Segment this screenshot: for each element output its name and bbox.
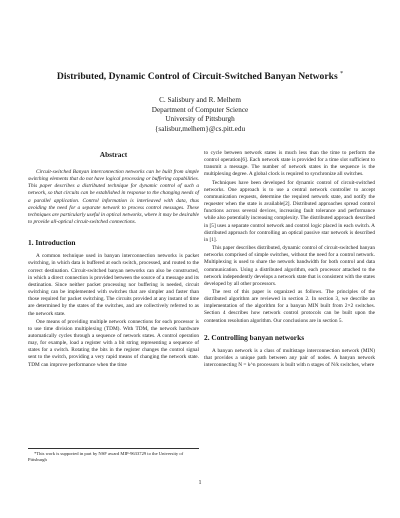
title-footnote-mark: * [340, 71, 344, 77]
left-column [28, 150, 199, 369]
abstract-heading: Abstract [99, 150, 128, 159]
intro-paragraph: One means of providing multiple network connections for each processor is to use time division multiplexing (TDM). With TDM, the network hardware automatically cycles through a sequence of network states. A control operation may, for example, load a register with a bit string representing a sequence of states for a switch. Rotating the bits in the register changes the control signal sent to the switch, providing a very rapid means of changing the network state. TDM can improve performance when the time [28, 318, 199, 368]
author-university: University of Pittsburgh [165, 115, 235, 124]
intro-paragraph: A common technique used in banyan interconnection networks is packet switching, in which data is buffered at each switch, processed, and routed to the correct destination. Circuit-switched banyan networks can also be constructed, in which a direct connection is provided between the source of a message and its destination. Since neither packet processing nor buffering is needed, circuit switching can be implemented with switches that are simpler and faster than those required for packet switching. The circuits provided at any instant of time are determined by the states of the switches, and are collectively referred to as the network state. [28, 253, 199, 317]
section2-paragraph: A banyan network is a class of multistage interconnection network (MIN) that provides a unique path between any pair of nodes. A banyan network interconnecting N = k^n processors is built with n stages of N/k switches, where [204, 347, 375, 369]
section-heading-introduction: 1. Introduction [28, 238, 76, 248]
author-block [60, 96, 340, 134]
body-paragraph: to cycle between network states is much less than the time to perform the control operation[6]. Each network state is provided for a time slot sufficient to transmit a message. The number of network states in the sequence is the multiplexing degree. A global clock is required to synchronize all switches. [204, 150, 375, 178]
body-paragraph: The rest of this paper is organized as follows. The principles of the distributed algorithm are reviewed in section 2. In section 3, we describe an implementation of the algorithm for a banyan MIN built from 2×2 switches. Section 4 describes how network control protocols can be built upon the contention resolution algorithm. Our conclusions are in section 5. [204, 288, 375, 324]
author-email: {salisbur,melhem}@cs.pitt.edu [154, 124, 246, 133]
author-department: Department of Computer Science [151, 105, 249, 114]
footnote-text: *This work is supported in part by NSF award MIP-9633729 to the University of Pittsburgh [28, 451, 184, 462]
section-heading-controlling-banyan: 2. Controlling banyan networks [204, 332, 305, 342]
paper-title [30, 68, 370, 83]
footnote [28, 448, 199, 463]
body-paragraph: This paper describes distributed, dynamic control of circuit-switched banyan networks comprised of simple switches, without the need for a control network. Multiplexing is used to share the network bandwidth for both control and data communication. Using a distributed algorithm, each processor attached to the network independently develops a network state that is consistent with the states developed by all other processors. [204, 245, 375, 287]
body-paragraph: Techniques have been developed for dynamic control of circuit-switched networks. One approach is to use a central network controller to accept communication requests, determine the required network state, and notify the requester when the state is available[2]. Distributed approaches spread control functions across several devices, increasing fault tolerance and performance while also potentially increasing complexity. The distributed approach described in [5] uses a separate control network and control logic placed in each switch. A distributed approach for controlling an optical passive star network is described in [1]. [204, 179, 375, 243]
abstract-text: Circuit-switched Banyan interconnection networks can be built from simple switching elements that do not have logical processing or buffering capabilities. This paper describes a distributed technique for dynamic control of such a network, so that circuits can be established in response to the changing needs of a parallel application. Control information is interleaved with data, thus avoiding the need for a separate network to process control messages. These techniques are particularly useful in optical networks, where it may be desirable to provide all-optical circuit-switched connections. [28, 169, 199, 226]
abstract-section [28, 150, 199, 226]
author-names: C. Salisbury and R. Melhem [159, 96, 241, 104]
right-column [204, 150, 375, 369]
paper-title-text: Distributed, Dynamic Control of Circuit-Switched Banyan Networks [56, 71, 338, 83]
page-number: 1 [198, 480, 202, 486]
